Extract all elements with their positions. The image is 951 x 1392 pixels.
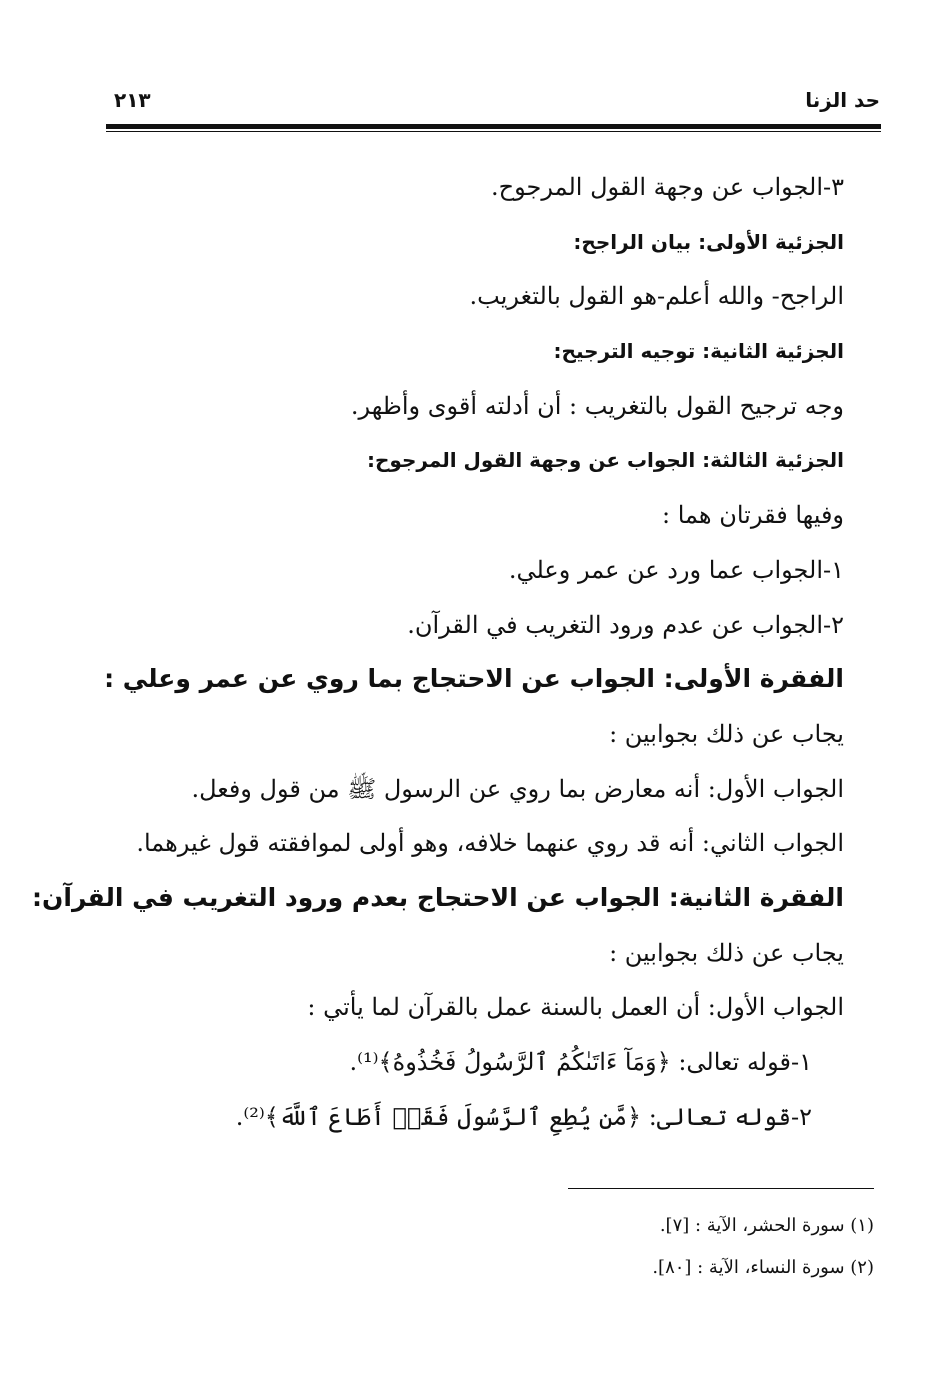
list-item: ١-الجواب عما ورد عن عمر وعلي.	[508, 555, 844, 584]
text-line: الجواب الأول: أنه معارض بما روي عن الرسول ﷺ من قول وفعل.	[191, 774, 844, 803]
footnotes	[560, 1205, 874, 1289]
subheading: الجزئية الثالثة: الجواب عن وجهة القول المرجوح:	[367, 448, 844, 473]
footnote: (١) سورة الحشر، الآية : [٧].	[659, 1215, 874, 1236]
text-line: يجاب عن ذلك بجوابين :	[609, 938, 844, 967]
text-line: الجواب الثاني: أنه قد روي عنهما خلافه، وهو أولى لموافقته قول غيرهما.	[136, 829, 844, 858]
subheading: الجزئية الأولى: بيان الراجح:	[573, 229, 844, 254]
page-number: ٢١٣	[114, 88, 151, 112]
list-item: ٢-الجواب عن عدم ورود التغريب في القرآن.	[407, 610, 844, 639]
footnote-separator	[568, 1188, 874, 1189]
running-title: حد الزنا	[805, 88, 880, 112]
text-line: وفيها فقرتان هما :	[662, 501, 844, 530]
page-header	[108, 88, 880, 122]
header-rule-thin	[106, 131, 881, 132]
list-item: ١-قوله تعالى: ﴿وَمَآ ءَاتَىٰكُمُ ٱلرَّسُولُ فَخُذُوهُ﴾⁽¹⁾.	[349, 1048, 812, 1076]
section-heading: الفقرة الأولى: الجواب عن الاحتجاج بما روي عن عمر وعلي :	[104, 664, 844, 694]
list-item: ٢-قوله تعالى: ﴿مَّن يُطِعِ ٱلرَّسُولَ فَقَدۡ أَطَاعَ ٱللَّهَ﴾⁽²⁾.	[235, 1102, 812, 1131]
subheading: الجزئية الثانية: توجيه الترجيح:	[553, 339, 844, 364]
text-line: ٣-الجواب عن وجهة القول المرجوح.	[490, 173, 844, 201]
main-text	[32, 160, 844, 1144]
footnote: (٢) سورة النساء، الآية : [٨٠].	[652, 1257, 874, 1278]
text-line: الراجح- والله أعلم-هو القول بالتغريب.	[469, 282, 844, 311]
header-rule	[106, 124, 881, 129]
text-line: يجاب عن ذلك بجوابين :	[609, 719, 844, 748]
text-line: وجه ترجيح القول بالتغريب : أن أدلته أقوى وأظهر.	[350, 391, 844, 420]
section-heading: الفقرة الثانية: الجواب عن الاحتجاج بعدم ورود التغريب في القرآن:	[32, 882, 844, 912]
text-line: الجواب الأول: أن العمل بالسنة عمل بالقرآن لما يأتي :	[307, 993, 844, 1022]
